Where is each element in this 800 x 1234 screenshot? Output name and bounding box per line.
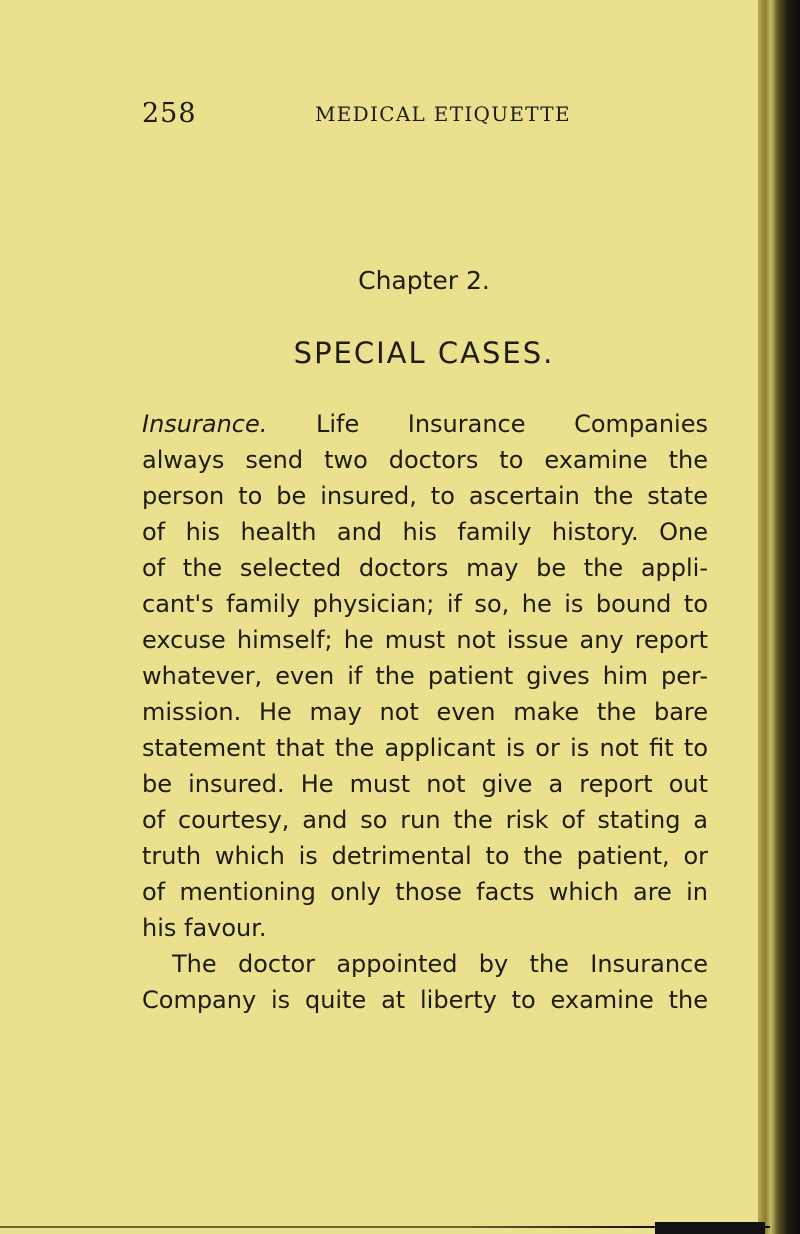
paragraph-line: of mentioning only those facts which are in xyxy=(142,878,708,906)
paragraph-line: statement that the applicant is or is not fit to xyxy=(142,734,708,762)
book-spine-edge xyxy=(758,0,800,1234)
paragraph-line: be insured. He must not give a report out xyxy=(142,770,708,798)
paragraph-line: Company is quite at liberty to examine the xyxy=(142,986,708,1014)
paragraph-line: cant's family physician; if so, he is bound to xyxy=(142,590,708,618)
chapter-heading: Chapter 2. xyxy=(358,266,490,295)
running-head xyxy=(142,98,702,138)
paragraph-line: of courtesy, and so run the risk of stating a xyxy=(142,806,708,834)
paragraph-line-text: Life Insurance Companies xyxy=(267,410,708,438)
paragraph-line: his favour. xyxy=(142,914,267,942)
section-title: SPECIAL CASES. xyxy=(293,336,555,370)
paragraph-line: always send two doctors to examine the xyxy=(142,446,708,474)
paragraph-line xyxy=(142,406,708,442)
paragraph-line: truth which is detrimental to the patient, or xyxy=(142,842,708,870)
body-text xyxy=(142,406,708,1018)
paragraph-lead-in: Insurance. xyxy=(142,410,268,438)
bottom-corner-shadow xyxy=(655,1222,765,1234)
paragraph-line: whatever, even if the patient gives him per- xyxy=(142,662,708,690)
paragraph-line: mission. He may not even make the bare xyxy=(142,698,708,726)
page-number: 258 xyxy=(142,98,197,129)
paragraph-line: The doctor appointed by the Insurance xyxy=(172,950,708,978)
paragraph-line: person to be insured, to ascertain the state xyxy=(142,482,708,510)
paragraph-line: of his health and his family history. One xyxy=(142,518,708,546)
paragraph-line: excuse himself; he must not issue any report xyxy=(142,626,708,654)
running-title: MEDICAL ETIQUETTE xyxy=(315,102,571,126)
paragraph-line: of the selected doctors may be the appli- xyxy=(142,554,708,582)
